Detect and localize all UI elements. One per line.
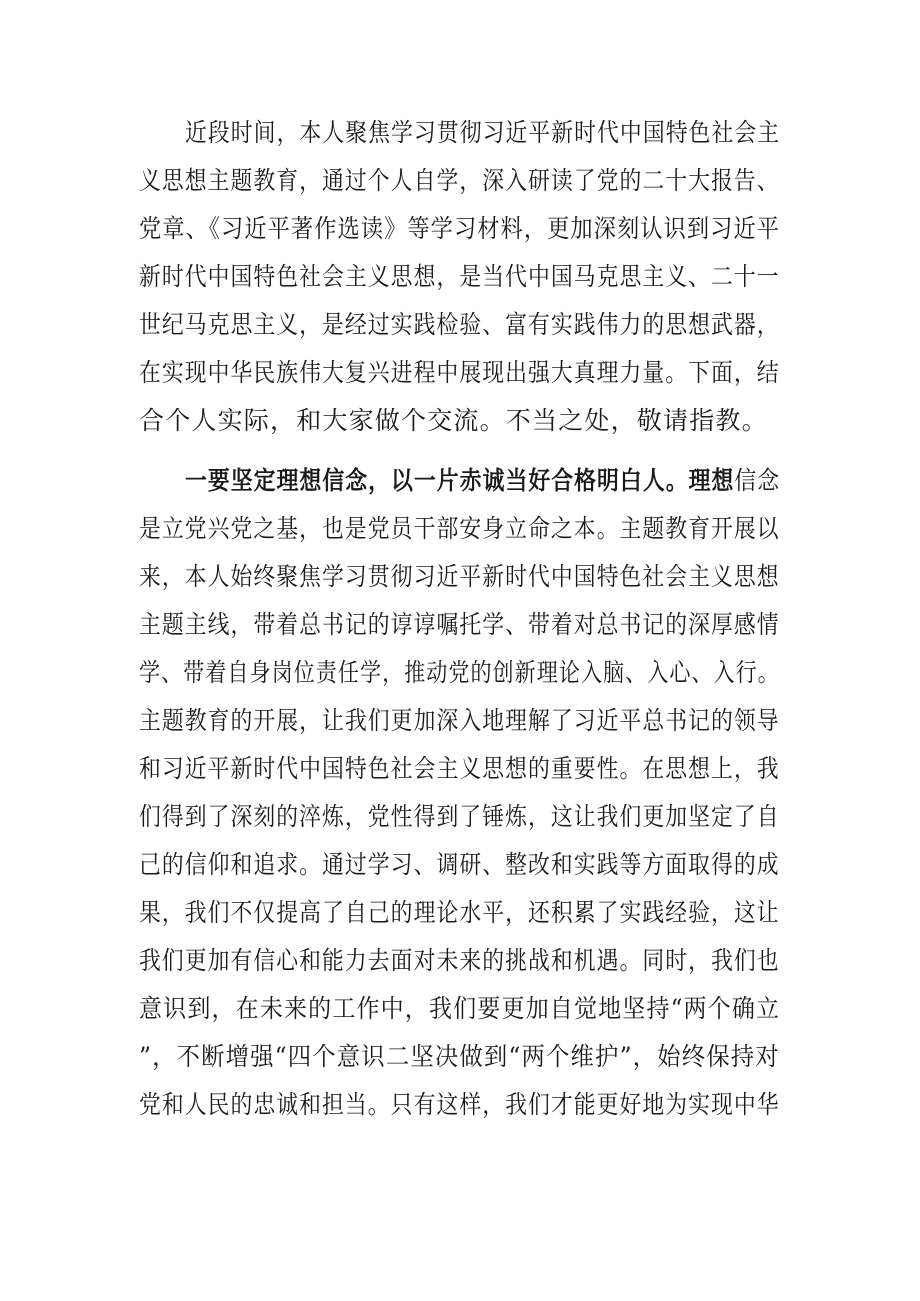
paragraph-line: 己的信仰和追求。通过学习、调研、整改和实践等方面取得的成 xyxy=(139,850,780,879)
paragraph-line: 党章、《习近平著作选读》等学习材料，更加深刻认识到习近平 xyxy=(139,214,781,243)
paragraph-line: 来，本人始终聚焦学习贯彻习近平新时代中国特色社会主义思想 xyxy=(139,562,780,591)
paragraph-line: 党和人民的忠诚和担当。只有这样，我们才能更好地为实现中华 xyxy=(139,1090,780,1119)
paragraph-line: 合个人实际，和大家做个交流。不当之处，敬请指教。 xyxy=(139,406,768,435)
paragraph-line: 我们更加有信心和能力去面对未来的挑战和机遇。同时，我们也 xyxy=(139,946,780,975)
paragraph-line: 是立党兴党之基，也是党员干部安身立命之本。主题教育开展以 xyxy=(139,514,780,543)
paragraph-heading-line xyxy=(185,464,780,498)
paragraph-line: 义思想主题教育，通过个人自学，深入研读了党的二十大报告、 xyxy=(139,166,780,195)
paragraph-line: ”，不断增强“四个意识二坚决做到“两个维护”，始终保持对 xyxy=(139,1042,780,1071)
paragraph-line: 在实现中华民族伟大复兴进程中展现出强大真理力量。下面，结 xyxy=(139,358,780,387)
paragraph-line: 主题教育的开展，让我们更加深入地理解了习近平总书记的领导 xyxy=(139,706,780,735)
paragraph-line: 新时代中国特色社会主义思想，是当代中国马克思主义、二十一 xyxy=(139,262,780,291)
paragraph-line: 主题主线，带着总书记的谆谆嘱托学、带着对总书记的深厚感情 xyxy=(139,610,780,639)
paragraph-line: 意识到，在未来的工作中，我们要更加自觉地坚持“两个确立 xyxy=(139,994,781,1023)
paragraph-line: 近段时间，本人聚焦学习贯彻习近平新时代中国特色社会主 xyxy=(185,118,781,147)
paragraph-line: 和习近平新时代中国特色社会主义思想的重要性。在思想上，我 xyxy=(139,754,780,783)
paragraph-line: 学、带着自身岗位责任学，推动党的创新理论入脑、入心、入行。 xyxy=(139,658,780,687)
paragraph-line: 世纪马克思主义，是经过实践检验、富有实践伟力的思想武器， xyxy=(139,310,780,339)
paragraph-heading: 一要坚定理想信念，以一片赤诚当好合格明白人。理想 xyxy=(185,466,735,495)
paragraph-heading-tail: 信念 xyxy=(734,466,781,495)
paragraph-line: 果，我们不仅提高了自己的理论水平，还积累了实践经验，这让 xyxy=(139,898,780,927)
paragraph-line: 们得到了深刻的淬炼，党性得到了锤炼，这让我们更加坚定了自 xyxy=(139,802,780,831)
